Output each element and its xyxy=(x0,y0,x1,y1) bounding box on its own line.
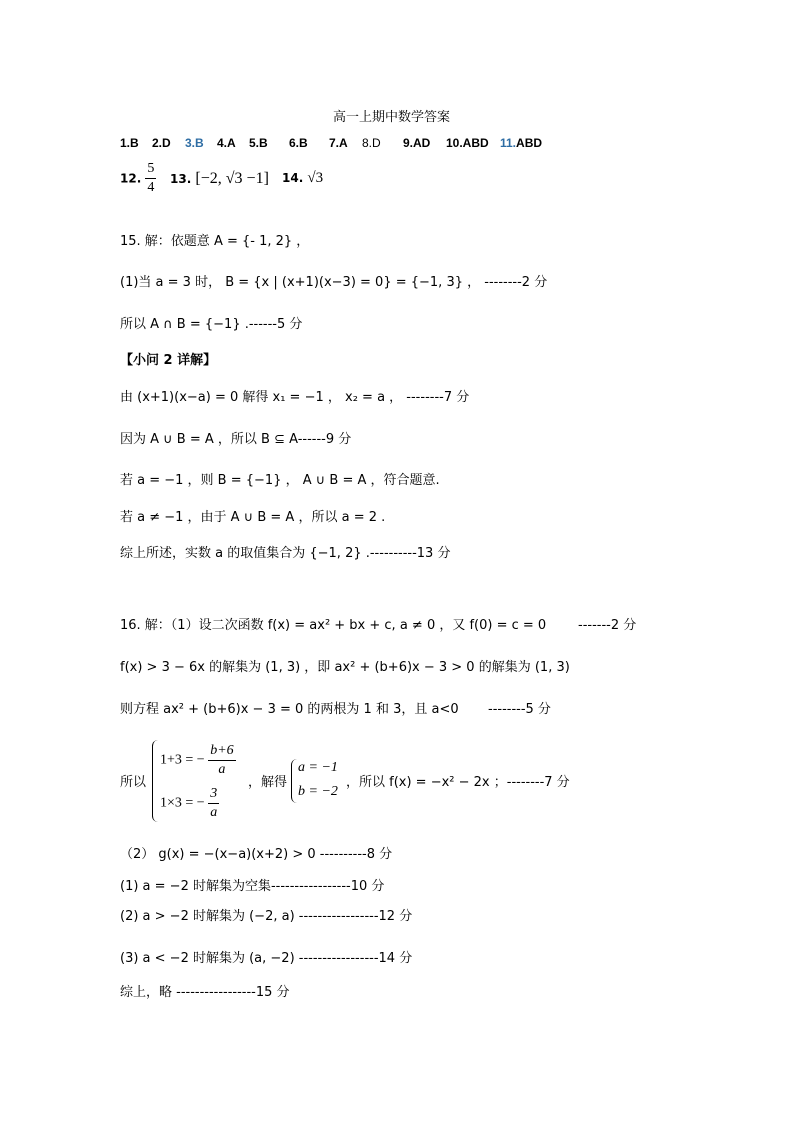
q16-system-row-2-numerator: 3 xyxy=(208,785,219,804)
q16-case-3: (3) a < −2 时解集为 (a, −2) -----------------14 分 xyxy=(120,951,413,966)
q16-line-3-text: 则方程 ax² + (b+6)x − 3 = 0 的两根为 1 和 3，且 a<0 xyxy=(120,702,459,717)
q16-system-row-2-denominator: a xyxy=(210,805,218,820)
q16-system-row-1-fraction xyxy=(208,742,235,779)
q16-line-1-text: 16. 解：（1）设二次函数 f(x) = ax² + bx + c, a ≠ 0 ，又 f(0) = c = 0 xyxy=(120,618,547,633)
q16-system-row-1-denominator: a xyxy=(218,762,226,777)
q15-line-9: 综上所述，实数 a 的取值集合为 {−1, 2} .----------13 分 xyxy=(120,546,451,561)
q16-part-2: （2） g(x) = −(x−a)(x+2) > 0 ----------8 分 xyxy=(120,847,393,862)
q15-subheading: 【小问 2 详解】 xyxy=(120,353,217,368)
answer-11-value: ABD xyxy=(516,136,543,150)
q16-line-1 xyxy=(120,616,546,636)
q16-solution-a: a = −1 xyxy=(298,760,338,775)
q16-solve-text: ，解得 xyxy=(248,775,288,790)
answer-13-expression: [−2, √3 −1] xyxy=(195,170,269,187)
q16-system-row-1-numerator: b+6 xyxy=(208,742,235,761)
q15-line-5: 由 (x+1)(x−a) = 0 解得 x₁ = −1 ， x₂ = a ， --------7 分 xyxy=(120,390,470,405)
q15-line-3: 所以 A ∩ B = {−1} .------5 分 xyxy=(120,317,303,332)
answer-12-label: 12. xyxy=(120,171,142,186)
q15-line-2 xyxy=(120,273,547,293)
q15-line-1: 15. 解：依题意 A = {- 1, 2} ， xyxy=(120,234,310,249)
answer-14 xyxy=(282,170,323,187)
q16-system-prefix: 所以 xyxy=(120,775,147,790)
answer-3: 3.B xyxy=(185,136,204,150)
answer-11 xyxy=(500,136,542,150)
q16-line-1-score: -------2 分 xyxy=(578,618,637,633)
q15-line-6: 因为 A ∪ B = A ，所以 B ⊆ A------9 分 xyxy=(120,432,352,447)
answer-11-number: 11. xyxy=(500,136,517,150)
answer-5: 5.B xyxy=(249,136,268,150)
q16-system-row-2 xyxy=(160,785,219,822)
q16-result: ，所以 f(x) = −x² − 2x ；--------7 分 xyxy=(346,775,570,790)
answer-8: 8.D xyxy=(362,136,381,150)
q16-case-2: (2) a > −2 时解集为 (−2, a) -----------------12 分 xyxy=(120,909,413,924)
answer-12-fraction xyxy=(145,160,156,197)
q16-solution-b: b = −2 xyxy=(298,784,338,799)
q16-summary: 综上，略 -----------------15 分 xyxy=(120,985,290,1000)
answer-6: 6.B xyxy=(289,136,308,150)
q15-line-2-score: --------2 分 xyxy=(484,275,548,290)
answer-12 xyxy=(120,160,156,197)
answer-7: 7.A xyxy=(329,136,348,150)
answer-4: 4.A xyxy=(217,136,236,150)
q16-solution-brace xyxy=(291,759,297,803)
q16-system-row-1-left: 1+3 = − xyxy=(160,752,205,768)
answer-13 xyxy=(170,170,269,188)
answer-13-label: 13. xyxy=(170,172,192,186)
q16-line-3-score: --------5 分 xyxy=(488,702,551,717)
answer-2: 2.D xyxy=(152,136,171,150)
q16-line-2: f(x) > 3 − 6x 的解集为 (1, 3) ，即 ax² + (b+6)x − 3 > 0 的解集为 (1, 3) xyxy=(120,660,570,675)
q15-line-2-text: (1)当 a = 3 时， B = {x | (x+1)(x−3) = 0} = {−1, 3} ， xyxy=(120,275,481,290)
q15-line-8: 若 a ≠ −1 ，由于 A ∪ B = A ，所以 a = 2 . xyxy=(120,510,386,525)
q16-case-1: (1) a = −2 时解集为空集-----------------10 分 xyxy=(120,879,385,894)
answer-14-label: 14. xyxy=(282,171,304,185)
answer-9: 9.AD xyxy=(403,136,431,150)
q16-system-row-2-fraction xyxy=(208,785,219,822)
q16-system-brace xyxy=(152,740,159,822)
q16-line-3 xyxy=(120,700,459,720)
answer-10: 10.ABD xyxy=(446,136,489,150)
answer-12-denominator: 4 xyxy=(147,180,155,195)
q15-line-7: 若 a = −1 ，则 B = {−1} ， A ∪ B = A ，符合题意. xyxy=(120,473,440,488)
answer-14-expression: √3 xyxy=(307,170,324,186)
q16-system-row-2-left: 1×3 = − xyxy=(160,795,205,811)
answer-1: 1.B xyxy=(120,136,139,150)
answer-12-numerator: 5 xyxy=(145,160,156,179)
page-title: 高一上期中数学答案 xyxy=(333,110,451,125)
q16-system-row-1 xyxy=(160,742,236,779)
